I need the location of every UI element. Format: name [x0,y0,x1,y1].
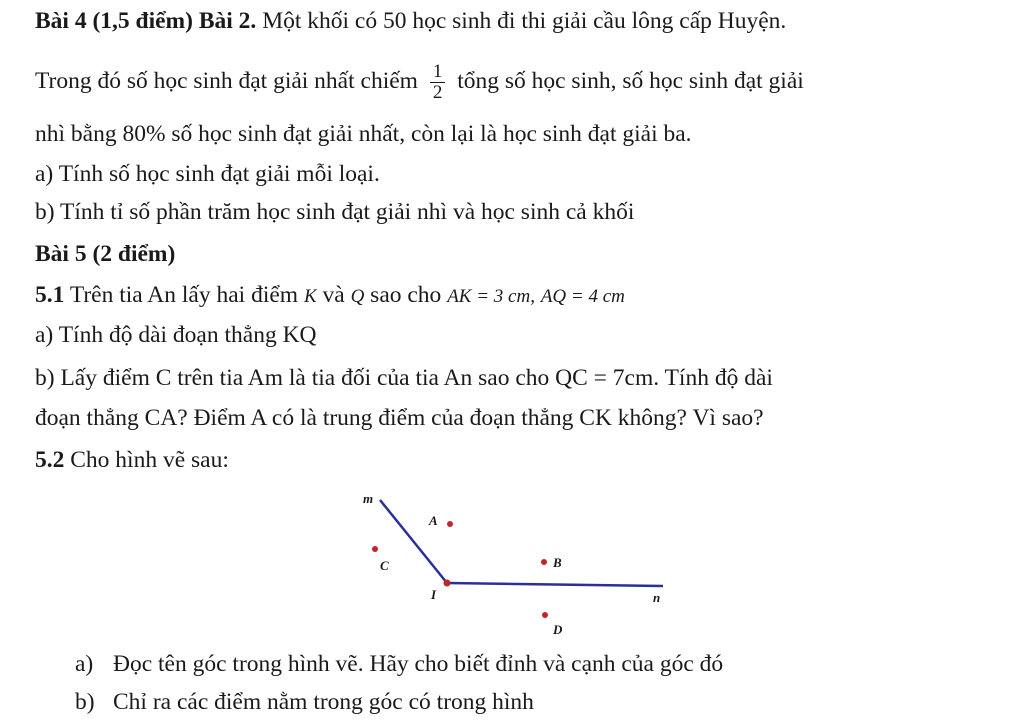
section-5-1-text: Trên tia An lấy hai điểm [69,282,299,308]
math-aq: AQ = 4 cm [540,286,625,307]
bai4-line-3: nhì bằng 80% số học sinh đạt giải nhất, còn lại là học sinh đạt giải ba. [35,121,692,147]
bai4-intro-text: Một khối có 50 học sinh đi thi giải cầu lông cấp Huyện. [262,8,787,34]
bai4-question-b: b) Tính tỉ số phần trăm học sinh đạt giải nhì và học sinh cả khối [35,199,635,225]
word-va: và [322,282,345,308]
bai5-2-question-a [75,650,723,678]
label-n: n [653,590,661,605]
bai2-heading: Bài 2. [198,8,257,34]
label-b: B [553,555,562,570]
bai5-heading: Bài 5 (2 điểm) [35,241,176,267]
label-a: A [429,513,438,528]
question-a-text: Đọc tên góc trong hình vẽ. Hãy cho biết đỉnh và cạnh của góc đó [113,651,724,677]
bai4-line2-pre: Trong đó số học sinh đạt giải nhất chiếm [35,67,418,94]
bai4-line2-post: tổng số học sinh, số học sinh đạt giải [457,67,804,94]
bai5-1-question-a: a) Tính độ dài đoạn thẳng KQ [35,322,317,348]
word-sao-cho: sao cho [370,282,442,308]
point-k: K [303,286,317,307]
question-b-marker: b) [75,689,95,715]
section-5-1-label: 5.1 [35,282,65,308]
bai5-2-line [35,446,229,474]
point-q: Q [350,286,365,307]
fraction-one-half [430,62,446,103]
angle-figure [355,485,675,645]
section-5-2-text: Cho hình vẽ sau: [70,447,229,473]
question-b-text: Chỉ ra các điểm nằm trong góc có trong hình [113,689,534,715]
point-c-dot [372,546,378,552]
point-i-dot [444,580,451,587]
fraction-denominator: 2 [432,82,443,103]
bai5-2-question-b [75,688,534,716]
bai5-1-question-b-cont: đoạn thẳng CA? Điểm A có là trung điểm của đoạn thẳng CK không? Vì sao? [35,405,764,431]
label-c: C [380,558,389,573]
bai5-1-question-b: b) Lấy điểm C trên tia Am là tia đối của tia An sao cho QC = 7cm. Tính độ dài [35,365,773,391]
section-5-2-label: 5.2 [35,447,65,473]
point-d-dot [542,612,548,618]
point-b-dot [541,559,547,565]
bai5-1-line [35,281,625,311]
bai4-heading: Bài 4 (1,5 điểm) [35,8,193,34]
question-a-marker: a) [75,651,94,677]
label-i: I [431,587,437,602]
bai4-line-2 [35,62,804,103]
fraction-numerator: 1 [430,62,446,83]
point-a-dot [447,521,453,527]
ray-in [447,583,663,586]
math-ak: AK = 3 cm, [447,286,535,307]
bai4-line-1 [35,7,786,35]
bai4-question-a: a) Tính số học sinh đạt giải mỗi loại. [35,161,380,187]
label-m: m [363,491,374,506]
label-d: D [553,622,563,637]
